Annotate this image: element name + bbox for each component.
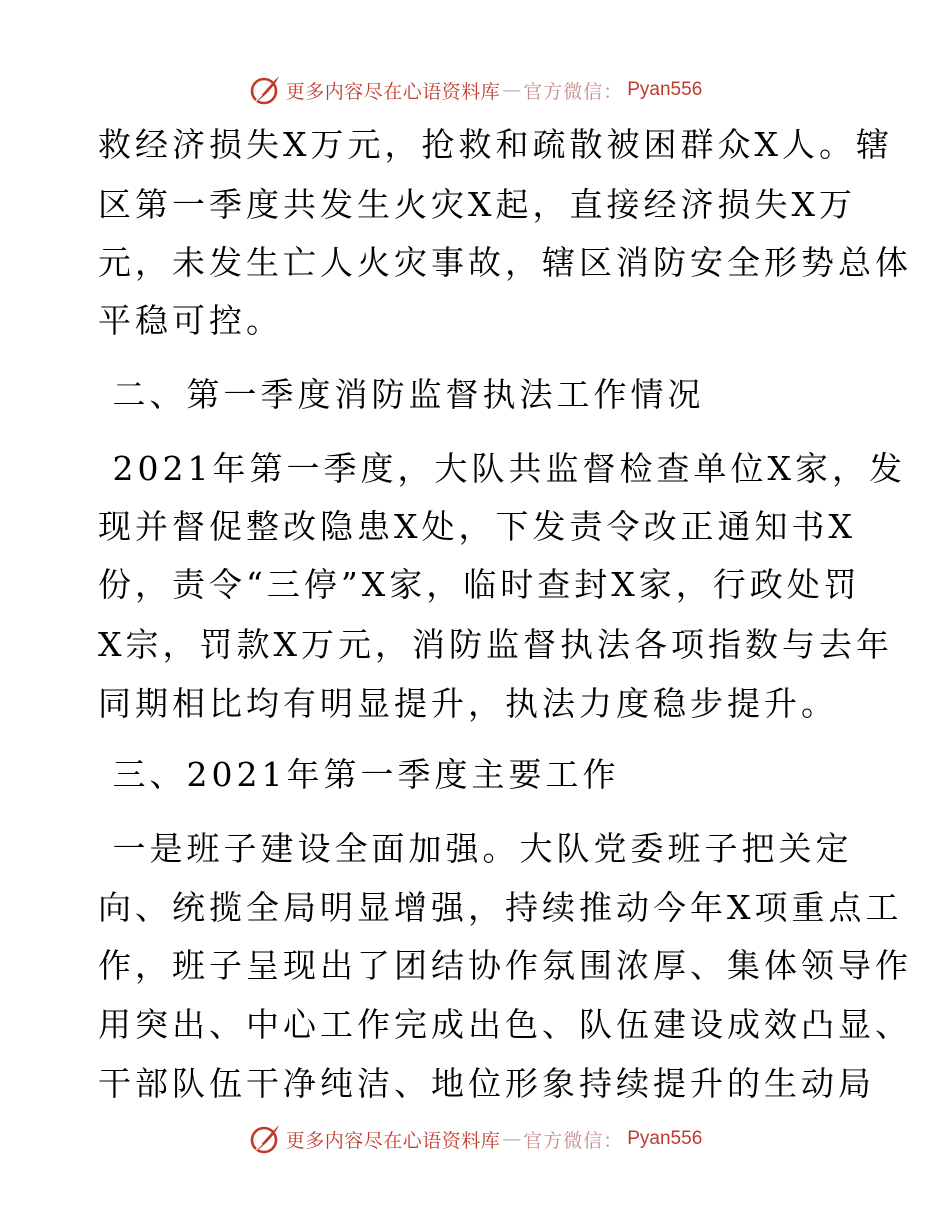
watermark-wechat-id: Pyan556: [627, 79, 703, 100]
paragraph-line: 一是班子建设全面加强。大队党委班子把关定: [98, 829, 853, 868]
paragraph-line: 区第一季度共发生火灾X起，直接经济损失X万: [98, 185, 856, 224]
paragraph-line: 份，责令“三停”X家，临时查封X家，行政处罚: [98, 565, 861, 604]
paragraph-line: 现并督促整改隐患X处，下发责令改正通知书X: [98, 507, 856, 546]
watermark-brand: 更多内容尽在心语资料库: [285, 1129, 501, 1152]
paragraph-line: X宗，罚款X万元，消防监督执法各项指数与去年: [98, 625, 893, 664]
paragraph-line: 向、统揽全局明显增强，持续推动今年X项重点工: [98, 888, 903, 927]
watermark-wechat-id: Pyan556: [627, 1128, 703, 1149]
paragraph-line: 作，班子呈现出了团结协作氛围浓厚、集体领导作: [98, 946, 912, 985]
paragraph-line: 2021年第一季度，大队共监督检查单位X家，发: [98, 449, 906, 488]
watermark-separator: —: [502, 1128, 522, 1150]
paragraph-line: 用突出、中心工作完成出色、队伍建设成效凸显、: [98, 1005, 912, 1044]
header-watermark: [0, 70, 950, 110]
watermark-wechat-label: 官方微信：: [523, 80, 624, 103]
paragraph-line: 平稳可控。: [98, 301, 283, 340]
watermark-separator: —: [502, 79, 522, 101]
paragraph-line: 同期相比均有明显提升，执法力度稳步提升。: [98, 684, 838, 723]
paragraph-line: 救经济损失X万元，抢救和疏散被困群众X人。辖: [98, 125, 893, 164]
feather-pen-logo-icon: [248, 1122, 282, 1156]
watermark-brand: 更多内容尽在心语资料库: [285, 80, 501, 103]
paragraph-line: 元，未发生亡人火灾事故，辖区消防安全形势总体: [98, 243, 912, 282]
feather-pen-logo-icon: [248, 73, 282, 107]
section-heading-2: 二、第一季度消防监督执法工作情况: [98, 375, 705, 414]
watermark-wechat-label: 官方微信：: [523, 1129, 624, 1152]
paragraph-line: 干部队伍干净纯洁、地位形象持续提升的生动局: [98, 1064, 875, 1103]
section-heading-3: 三、2021年第一季度主要工作: [98, 755, 620, 794]
footer-watermark: [0, 1119, 950, 1159]
